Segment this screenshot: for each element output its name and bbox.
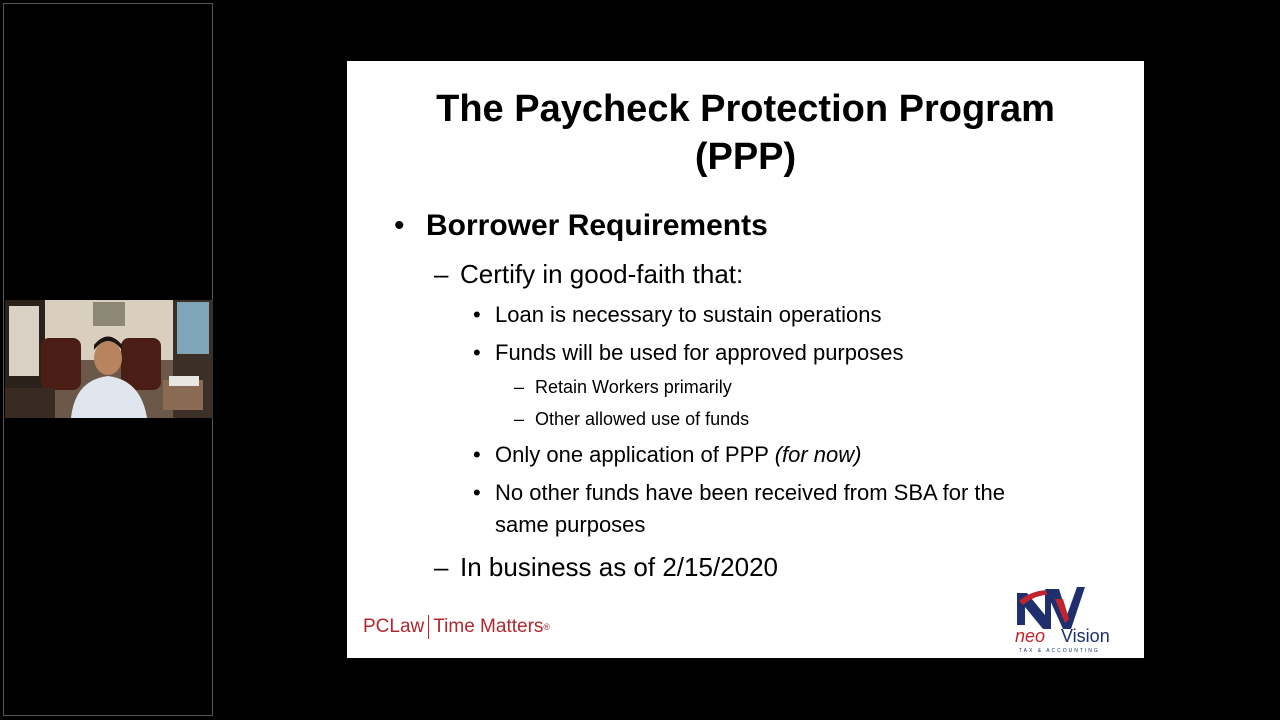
dash-in-business xyxy=(434,550,778,584)
dash-other-use xyxy=(514,407,749,431)
bullet-only-one xyxy=(473,439,861,471)
dash-text: Other allowed use of funds xyxy=(535,409,750,429)
dash-icon: – xyxy=(434,259,449,289)
neovision-neo-text: neo xyxy=(1015,626,1046,646)
registered-mark: ® xyxy=(543,622,551,632)
participant-video[interactable] xyxy=(5,300,213,418)
bullet-icon: • xyxy=(394,209,405,242)
dash-text: In business as of 2/15/2020 xyxy=(460,552,779,582)
bullet-icon: • xyxy=(473,340,481,365)
pclaw-text: PCLaw xyxy=(363,616,425,637)
bullet-funds xyxy=(473,337,903,369)
slide-title-line-1: The Paycheck Protection Program xyxy=(436,88,1055,130)
bullet-loan xyxy=(473,299,881,331)
dash-retain xyxy=(514,375,732,399)
bullet-text-line-2: same purposes xyxy=(495,512,646,537)
neovision-vision-text: Vision xyxy=(1061,626,1110,646)
neovision-logo xyxy=(1015,585,1133,655)
dash-certify xyxy=(434,257,743,291)
neovision-tagline: TAX & ACCOUNTING xyxy=(1019,648,1100,654)
dash-icon: – xyxy=(514,377,525,397)
bullet-note: (for now) xyxy=(774,442,862,467)
dash-icon: – xyxy=(434,552,449,582)
slide-title-line-2: (PPP) xyxy=(694,136,797,178)
pclaw-time-matters-logo xyxy=(363,615,550,639)
presentation-slide xyxy=(347,61,1144,658)
bullet-icon: • xyxy=(473,480,481,505)
bullet-text: Borrower Requirements xyxy=(426,209,768,242)
bullet-icon: • xyxy=(473,442,481,467)
dash-text: Certify in good-faith that: xyxy=(460,259,744,289)
dash-text: Retain Workers primarily xyxy=(535,377,732,397)
bullet-text: Loan is necessary to sustain operations xyxy=(495,302,882,327)
bullet-text: Only one application of PPP xyxy=(495,442,769,467)
bullet-text-line-1: No other funds have been received from SBA for the xyxy=(495,480,1005,505)
bullet-no-other-funds xyxy=(473,477,1005,541)
time-matters-text: Time Matters xyxy=(433,616,544,637)
participant-video-frame xyxy=(5,300,213,418)
bullet-icon: • xyxy=(473,302,481,327)
bullet-text: Funds will be used for approved purposes xyxy=(495,340,904,365)
slide-title xyxy=(347,85,1144,181)
logo-divider xyxy=(428,615,429,639)
bullet-borrower-requirements xyxy=(394,206,768,246)
dash-icon: – xyxy=(514,409,525,429)
